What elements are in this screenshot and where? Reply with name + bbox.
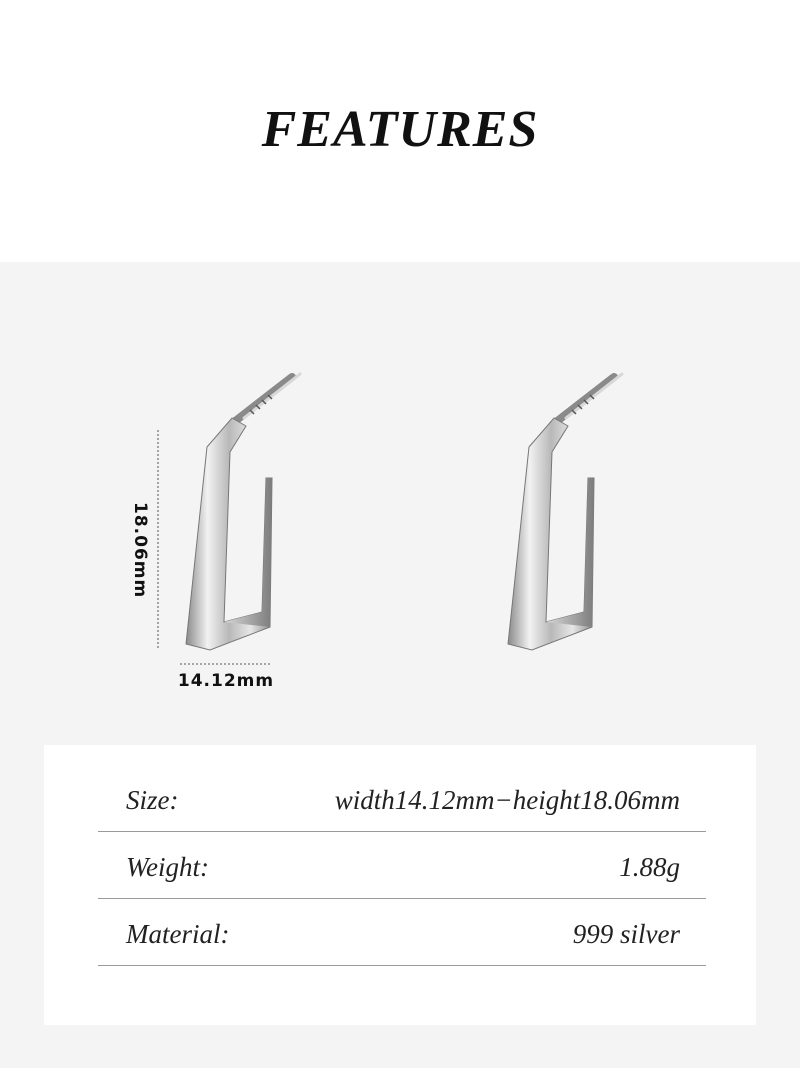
spec-value: 999 silver	[572, 919, 680, 949]
earring-right	[508, 374, 622, 650]
specs-table	[44, 745, 756, 1025]
width-label: 14.12mm	[177, 671, 275, 691]
page-title: FEATURES	[261, 101, 539, 158]
product-illustration	[0, 262, 800, 742]
spec-label: Weight:	[126, 852, 209, 882]
earring-left	[186, 374, 300, 650]
spec-row-material	[98, 899, 706, 966]
header-section	[0, 0, 800, 262]
spec-row-size	[98, 765, 706, 832]
height-label: 18.06mm	[130, 502, 150, 599]
spec-value: width14.12mm−height18.06mm	[334, 785, 680, 815]
spec-value: 1.88g	[619, 852, 680, 882]
spec-row-weight	[98, 832, 706, 899]
spec-label: Material:	[126, 919, 230, 949]
spec-label: Size:	[126, 785, 179, 815]
product-panel	[0, 262, 800, 1068]
